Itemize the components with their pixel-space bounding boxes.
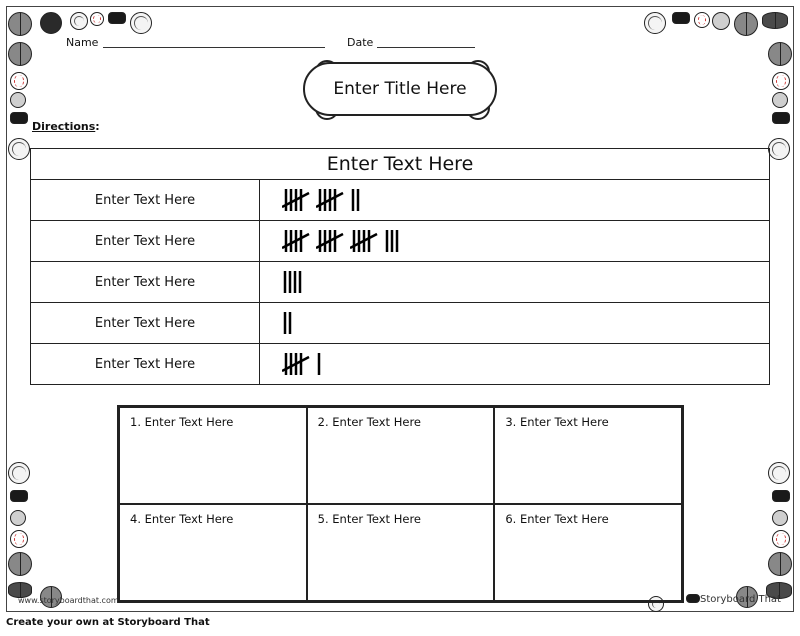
tally-group	[350, 187, 362, 213]
baseball-icon	[694, 12, 710, 28]
volleyball-icon	[8, 138, 30, 160]
create-your-own-link[interactable]: Create your own at Storyboard That	[6, 617, 210, 628]
hockey-puck-icon	[672, 12, 690, 24]
directions-label: Directions	[32, 120, 96, 133]
question-label: 3. Enter Text Here	[505, 415, 609, 429]
question-cell-3[interactable]	[494, 407, 682, 504]
tally-row	[31, 344, 770, 385]
volleyball-icon	[70, 12, 88, 30]
baseball-icon	[10, 530, 28, 548]
baseball-icon	[90, 12, 104, 26]
question-cell-4[interactable]	[119, 504, 307, 601]
tally-row	[31, 262, 770, 303]
tally-row	[31, 303, 770, 344]
tally-row	[31, 180, 770, 221]
tally-table-heading[interactable]: Enter Text Here	[31, 149, 770, 180]
basketball-icon	[8, 12, 32, 36]
question-grid	[117, 405, 684, 603]
question-cell-5[interactable]	[307, 504, 495, 601]
basketball-icon	[768, 552, 792, 576]
tennis-ball-icon	[10, 92, 26, 108]
tally-row-label[interactable]: Enter Text Here	[31, 303, 260, 344]
basketball-icon	[768, 42, 792, 66]
tennis-ball-icon	[772, 92, 788, 108]
question-label: 5. Enter Text Here	[317, 512, 421, 526]
tally-marks-cell	[260, 180, 770, 221]
volleyball-icon	[130, 12, 152, 34]
title-box[interactable]	[303, 62, 497, 116]
basketball-icon	[734, 12, 758, 36]
tally-row-label[interactable]: Enter Text Here	[31, 221, 260, 262]
hockey-puck-icon	[10, 490, 28, 502]
tally-marks-cell	[260, 303, 770, 344]
bowling-ball-icon	[40, 12, 62, 34]
football-icon	[762, 12, 788, 29]
question-label: 2. Enter Text Here	[317, 415, 421, 429]
tally-group	[282, 269, 304, 295]
hockey-puck-icon	[772, 112, 790, 124]
question-cell-6[interactable]	[494, 504, 682, 601]
baseball-icon	[10, 72, 28, 90]
volleyball-icon	[644, 12, 666, 34]
question-cell-2[interactable]	[307, 407, 495, 504]
baseball-icon	[772, 530, 790, 548]
tally-row-label[interactable]: Enter Text Here	[31, 262, 260, 303]
tally-group-five	[282, 187, 310, 213]
hockey-puck-icon	[686, 594, 700, 603]
tennis-ball-icon	[10, 510, 26, 526]
storyboard-that-logo: Storyboard That	[700, 594, 781, 605]
tally-group	[282, 310, 294, 336]
date-line[interactable]	[377, 47, 475, 48]
volleyball-icon	[768, 138, 790, 160]
question-cell-1[interactable]	[119, 407, 307, 504]
baseball-icon	[772, 72, 790, 90]
name-line[interactable]	[103, 47, 325, 48]
page-title: Enter Title Here	[333, 79, 467, 99]
question-label: 6. Enter Text Here	[505, 512, 609, 526]
directions	[32, 120, 100, 133]
date-label: Date	[347, 36, 374, 49]
question-label: 4. Enter Text Here	[130, 512, 234, 526]
tally-row	[31, 221, 770, 262]
tally-group-five	[282, 351, 310, 377]
tally-table	[30, 148, 770, 385]
tally-marks-cell	[260, 221, 770, 262]
tally-row-label[interactable]: Enter Text Here	[31, 344, 260, 385]
tally-marks-cell	[260, 344, 770, 385]
hockey-puck-icon	[10, 112, 28, 124]
tennis-ball-icon	[772, 510, 788, 526]
tally-row-label[interactable]: Enter Text Here	[31, 180, 260, 221]
tally-group	[384, 228, 401, 254]
hockey-puck-icon	[772, 490, 790, 502]
watermark-url: www.storyboardthat.com	[18, 596, 119, 605]
volleyball-icon	[768, 462, 790, 484]
directions-colon: :	[95, 120, 100, 133]
question-label: 1. Enter Text Here	[130, 415, 234, 429]
basketball-icon	[8, 552, 32, 576]
tally-group-five	[316, 228, 344, 254]
tally-group	[316, 351, 323, 377]
hockey-puck-icon	[108, 12, 126, 24]
tally-group-five	[350, 228, 378, 254]
tennis-ball-icon	[712, 12, 730, 30]
basketball-icon	[8, 42, 32, 66]
tally-group-five	[282, 228, 310, 254]
tally-marks-cell	[260, 262, 770, 303]
tally-group-five	[316, 187, 344, 213]
name-label: Name	[66, 36, 99, 49]
volleyball-icon	[8, 462, 30, 484]
